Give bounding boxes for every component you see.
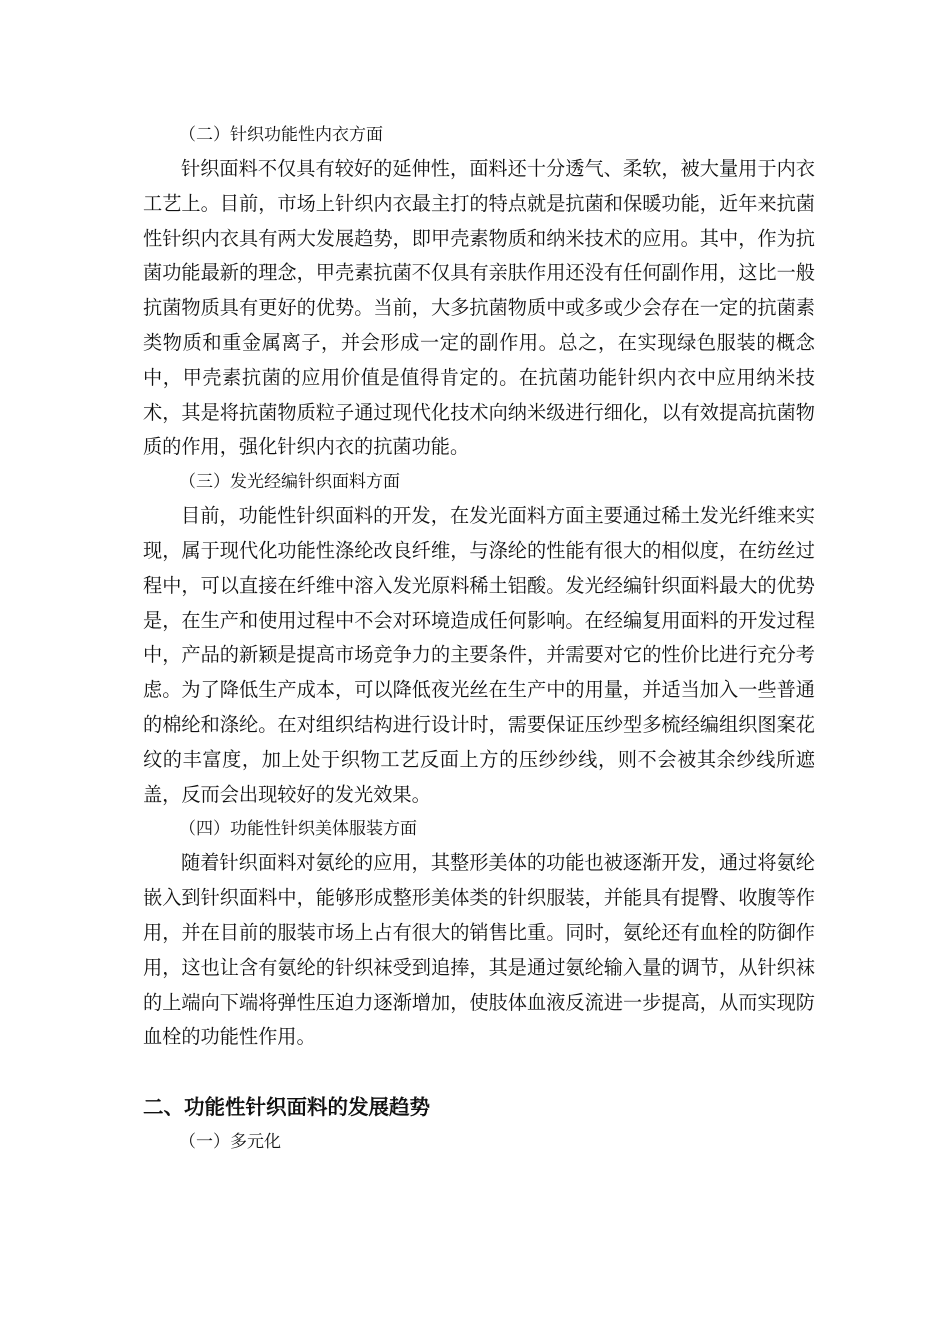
section-paragraph-2: 针织面料不仅具有较好的延伸性，面料还十分透气、柔软，被大量用于内衣工艺上。目前，市场上针织内衣最主打的特点就是抗菌和保暖功能，近年来抗菌性针织内衣具有两大发展趋势，即甲壳素物质和纳米技术的应用。其中，作为抗菌功能最新的理念，甲壳素抗菌不仅具有亲肤作用还没有任何副作用，这比一般抗菌物质具有更好的优势。当前，大多抗菌物质中或多或少会存在一定的抗菌素类物质和重金属离子，并会形成一定的副作用。总之，在实现绿色服装的概念中，甲壳素抗菌的应用价值是值得肯定的。在抗菌功能针织内衣中应用纳米技术，其是将抗菌物质粒子通过现代化技术向纳米级进行细化，以有效提高抗菌物质的作用，强化针织内衣的抗菌功能。: [143, 157, 815, 459]
chapter-heading: 二、功能性针织面料的发展趋势: [143, 1095, 430, 1120]
section-subheading-3: （三）发光经编针织面料方面: [179, 472, 400, 493]
section-subheading-2: （二）针织功能性内衣方面: [179, 125, 383, 145]
section-subheading-4: （四）功能性针织美体服装方面: [179, 819, 417, 840]
section-paragraph-4: 随着针织面料对氨纶的应用，其整形美体的功能也被逐渐开发，通过将氨纶嵌入到针织面料中，能够形成整形美体类的针织服装，并能具有提臀、收腹等作用，并在目前的服装市场上占有很大的销售比重。同时，氨纶还有血栓的防御作用，这也让含有氨纶的针织袜受到追捧，其是通过氨纶输入量的调节，从针织袜的上端向下端将弹性压迫力逐渐增加，使肢体血液反流进一步提高，从而实现防血栓的功能性作用。: [143, 851, 815, 1049]
blank-line: [143, 1055, 815, 1089]
section-paragraph-3: 目前，功能性针织面料的开发，在发光面料方面主要通过稀土发光纤维来实现，属于现代化功能性涤纶改良纤维，与涤纶的性能有很大的相似度，在纺丝过程中，可以直接在纤维中溶入发光原料稀土铝酸。发光经编针织面料最大的优势是，在生产和使用过程中不会对环境造成任何影响。在经编复用面料的开发过程中，产品的新颖是提高市场竞争力的主要条件，并需要对它的性价比进行充分考虑。为了降低生产成本，可以降低夜光丝在生产中的用量，并适当加入一些普通的棉纶和涤纶。在对组织结构进行设计时，需要保证压纱型多梳经编组织图案花纹的丰富度，加上处于织物工艺反面上方的压纱纱线，则不会被其余纱线所遮盖，反而会出现较好的发光效果。: [143, 504, 815, 806]
document-body: [143, 118, 815, 1159]
chapter-subheading-1: （一）多元化: [179, 1132, 281, 1153]
